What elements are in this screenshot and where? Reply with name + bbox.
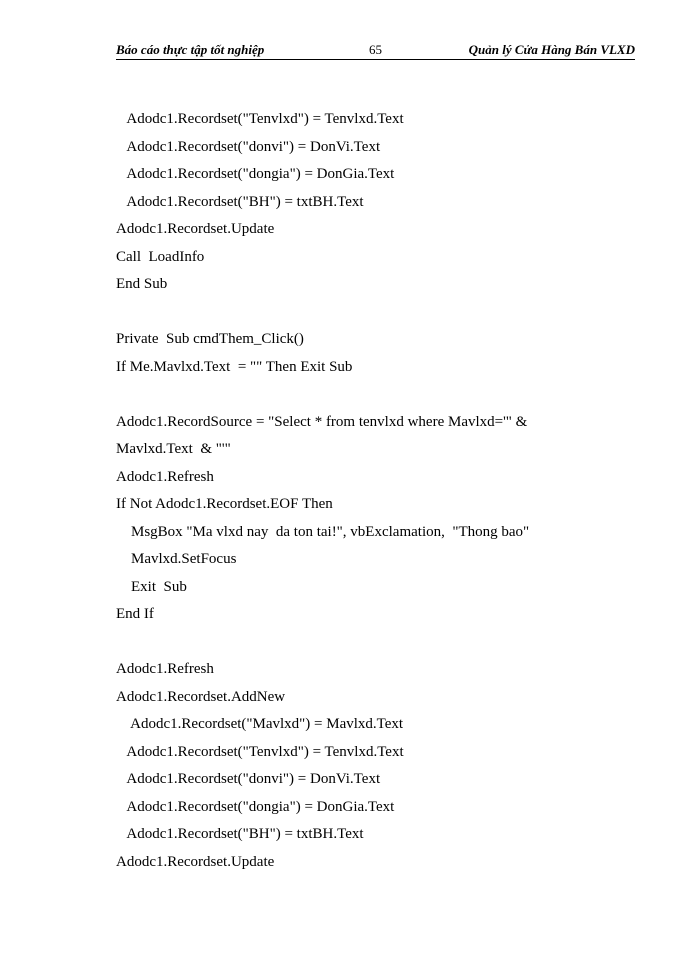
header-project-title: Quản lý Cửa Hàng Bán VLXD xyxy=(468,42,635,57)
code-line: Exit Sub xyxy=(116,578,187,595)
code-line: Adodc1.Recordset("Tenvlxd") = Tenvlxd.Text xyxy=(116,111,404,127)
code-line: Adodc1.Recordset("Tenvlxd") = Tenvlxd.Text xyxy=(116,743,404,760)
page-header xyxy=(116,41,635,60)
code-line: Mavlxd.SetFocus xyxy=(116,551,237,567)
code-line: Adodc1.Recordset("BH") = txtBH.Text xyxy=(116,193,364,210)
code-line xyxy=(116,381,656,409)
code-line: Adodc1.Recordset.Update xyxy=(116,853,275,870)
code-line: Adodc1.Recordset("Mavlxd") = Mavlxd.Text xyxy=(116,716,404,732)
header-report-title: Báo cáo thực tập tốt nghiệp xyxy=(116,42,265,57)
code-line: End Sub xyxy=(116,276,168,292)
code-line: Adodc1.Recordset("donvi") = DonVi.Text xyxy=(116,771,381,787)
code-line: Call LoadInfo xyxy=(116,248,205,265)
code-line: Adodc1.Recordset("dongia") = DonGia.Text xyxy=(116,166,395,182)
code-line: Adodc1.RecordSource = "Select * from tenvlxd where Mavlxd='" & xyxy=(116,413,528,430)
code-line xyxy=(116,629,656,657)
code-line: Adodc1.Recordset("donvi") = DonVi.Text xyxy=(116,138,381,155)
code-line: Private Sub cmdThem_Click() xyxy=(116,331,304,347)
code-line: Adodc1.Recordset("dongia") = DonGia.Text xyxy=(116,798,395,815)
code-listing xyxy=(116,106,656,876)
code-line: Adodc1.Recordset.AddNew xyxy=(116,688,286,705)
code-line: If Me.Mavlxd.Text = "" Then Exit Sub xyxy=(116,358,353,375)
code-line: If Not Adodc1.Recordset.EOF Then xyxy=(116,496,333,512)
code-line: Adodc1.Recordset("BH") = txtBH.Text xyxy=(116,826,364,842)
code-line: Adodc1.Recordset.Update xyxy=(116,221,275,237)
code-line: End If xyxy=(116,606,154,622)
code-line: Adodc1.Refresh xyxy=(116,661,214,677)
code-line: MsgBox "Ma vlxd nay da ton tai!", vbExclamation, "Thong bao" xyxy=(116,523,530,540)
code-line xyxy=(116,299,656,327)
header-page-number: 65 xyxy=(369,42,382,57)
code-line: Adodc1.Refresh xyxy=(116,468,214,485)
code-line: Mavlxd.Text & "'" xyxy=(116,441,231,457)
